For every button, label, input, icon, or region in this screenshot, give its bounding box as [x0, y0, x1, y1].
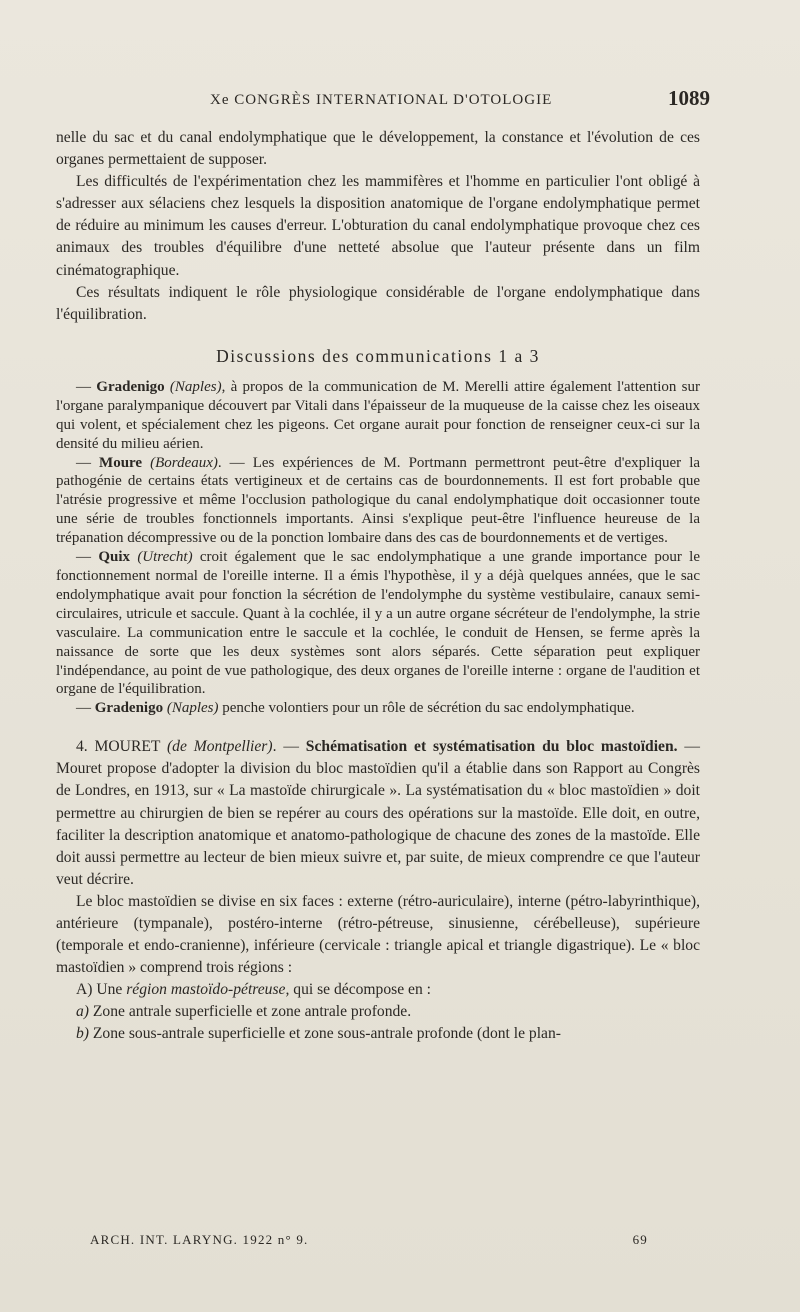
list-item-a [56, 979, 700, 1001]
speaker-name: Moure [99, 454, 143, 471]
paragraph-experimentation: Les difficultés de l'expérimentation chez les mammifères et l'homme en particulier l'ont obligé à s'adresser aux sélaciens chez lesquels la disposition anatomique de l'organe endolymphatique permet de réduire au minimum les causes d'erreur. L'obturation du canal endolymphatique provoque chez ces animaux des troubles d'équilibre d'une netteté absolue que l'auteur présente dans un film cinématographique. [56, 173, 700, 279]
speaker-name: Gradenigo [96, 378, 165, 395]
discussion-text: , à propos de la communication de M. Merelli attire également l'attention sur l'organe paralympanique découvert par Vitali dans l'épaisseur de la muqueuse de la caisse chez les oiseaux qui volent, et spécialement chez les pigeons. Cet organe aurait pour fonction de renseigner ceux-ci sur la densité du milieu aérien. [56, 378, 700, 452]
speaker-name: Quix [98, 549, 130, 566]
speaker-place: (Bordeaux) [150, 454, 218, 471]
list-text: qui se décompose en : [289, 981, 431, 999]
subitem-text: Zone antrale superficielle et zone antrale profonde. [89, 1003, 412, 1021]
region-name: région mastoïdo-pétreuse, [126, 981, 290, 999]
discussion-gradenigo-2 [56, 699, 700, 718]
running-header [210, 86, 710, 110]
discussion-text: croit également que le sac endolymphatique a une grande importance pour le fonctionnement normal de l'oreille interne. Il a émis l'hypothèse, il y a déjà quelques années, que le sac endolymphatique avait pour fonction la sécrétion de l'endolymphe du système vestibulaire, canaux semi-circulaires, utricule et saccule. Quant à la cochlée, il y a un autre organe sécréteur de l'endolymphe, la strie vasculaire. La communication entre le saccule et la cochlée, le conduit de Hensen, se ferme après la naissance de sorte que les deux systèmes sont alors séparés. Cette séparation peut expliquer l'indépendance, au point de vue pathologique, des deux organes de l'oreille interne : organe de l'audition et organe de l'équilibration. [56, 549, 701, 698]
page-number: 1089 [668, 86, 710, 110]
section-heading: Discussions des communications 1 a 3 [216, 345, 540, 366]
communication-title: Schématisation et systématisation du bloc mastoïdien. [305, 738, 678, 756]
dash: — [76, 549, 99, 566]
communication-4 [56, 736, 700, 891]
speaker-place: (Naples) [169, 378, 222, 395]
dash: — [76, 700, 95, 717]
speaker-name: Gradenigo [94, 700, 164, 717]
dash: . — [272, 738, 306, 756]
dash: — [76, 454, 100, 471]
discussion-block [56, 378, 700, 718]
footer [90, 1232, 648, 1248]
header-title: Xe CONGRÈS INTERNATIONAL D'OTOLOGIE [210, 92, 553, 108]
speaker-place: (Naples) [166, 700, 219, 717]
list-label: A) Une [76, 981, 127, 999]
signature-number: 69 [632, 1232, 648, 1247]
speaker-place: (Utrecht) [137, 549, 193, 566]
discussion-quix [56, 548, 700, 699]
author-prefix: 4. MOURET [76, 738, 167, 756]
discussion-gradenigo-1 [56, 378, 700, 454]
list-subitem-a [56, 1001, 700, 1023]
dash: — [76, 378, 97, 395]
discussion-text: . — Les expériences de M. Portmann permettront peut-être d'expliquer la pathogénie de certains états vertigineux et de certains cas de bourdonnements. Il est fort probable que l'atrésie progressive et même l'occlusion pathologique du canal endolymphatique doit occasionner toute une série de troubles fonctionnels importants. Ainsi s'explique peut-être l'influence heureuse de la trépanation décompressive ou de la ponction lombaire dans des cas de bourdonnements et de vertiges. [56, 454, 701, 547]
paragraph-continuation: nelle du sac et du canal endolymphatique que le développement, la constance et l'évolution de ces organes permettaient de supposer. [56, 129, 700, 169]
journal-reference: ARCH. INT. LARYNG. 1922 n° 9. [90, 1232, 309, 1247]
author-place: (de Montpellier) [166, 738, 273, 756]
subitem-letter: b) [76, 1025, 89, 1043]
paragraph-bloc: Le bloc mastoïdien se divise en six faces : externe (rétro-auriculaire), interne (pétro-labyrinthique), antérieure (tympanale), postéro-interne (rétro-pétreuse, sinusienne, cérébelleuse), supérieure (temporale et endo-cranienne), inférieure (cervicale : triangle apical et triangle digastrique). Le « bloc mastoïdien » comprend trois régions : [56, 892, 700, 977]
subitem-letter: a) [76, 1003, 89, 1021]
main-text [56, 127, 700, 1046]
paragraph-results: Ces résultats indiquent le rôle physiologique considérable de l'organe endolymphatique dans l'équilibration. [56, 283, 700, 323]
list-subitem-b [56, 1023, 700, 1045]
subitem-text: Zone sous-antrale superficielle et zone sous-antrale profonde (dont le plan- [89, 1025, 561, 1043]
discussion-text: penche volontiers pour un rôle de sécrétion du sac endolymphatique. [218, 700, 635, 717]
communication-text: — Mouret propose d'adopter la division du bloc mastoïdien qu'il a établie dans son Rapport au Congrès de Londres, en 1913, sur « La mastoïde chirurgicale ». La systématisation du « bloc mastoïdien » doit permettre au chirurgien de bien se repérer au cours des opérations sur la mastoïde. Elle doit, en outre, faciliter la description anatomique et anatomo-pathologique de chacune des zones de la mastoïde. Elle doit aussi permettre au lecteur de bien mieux suivre et, par suite, de mieux comprendre ce que l'auteur veut décrire. [56, 738, 701, 888]
discussion-moure [56, 454, 700, 549]
